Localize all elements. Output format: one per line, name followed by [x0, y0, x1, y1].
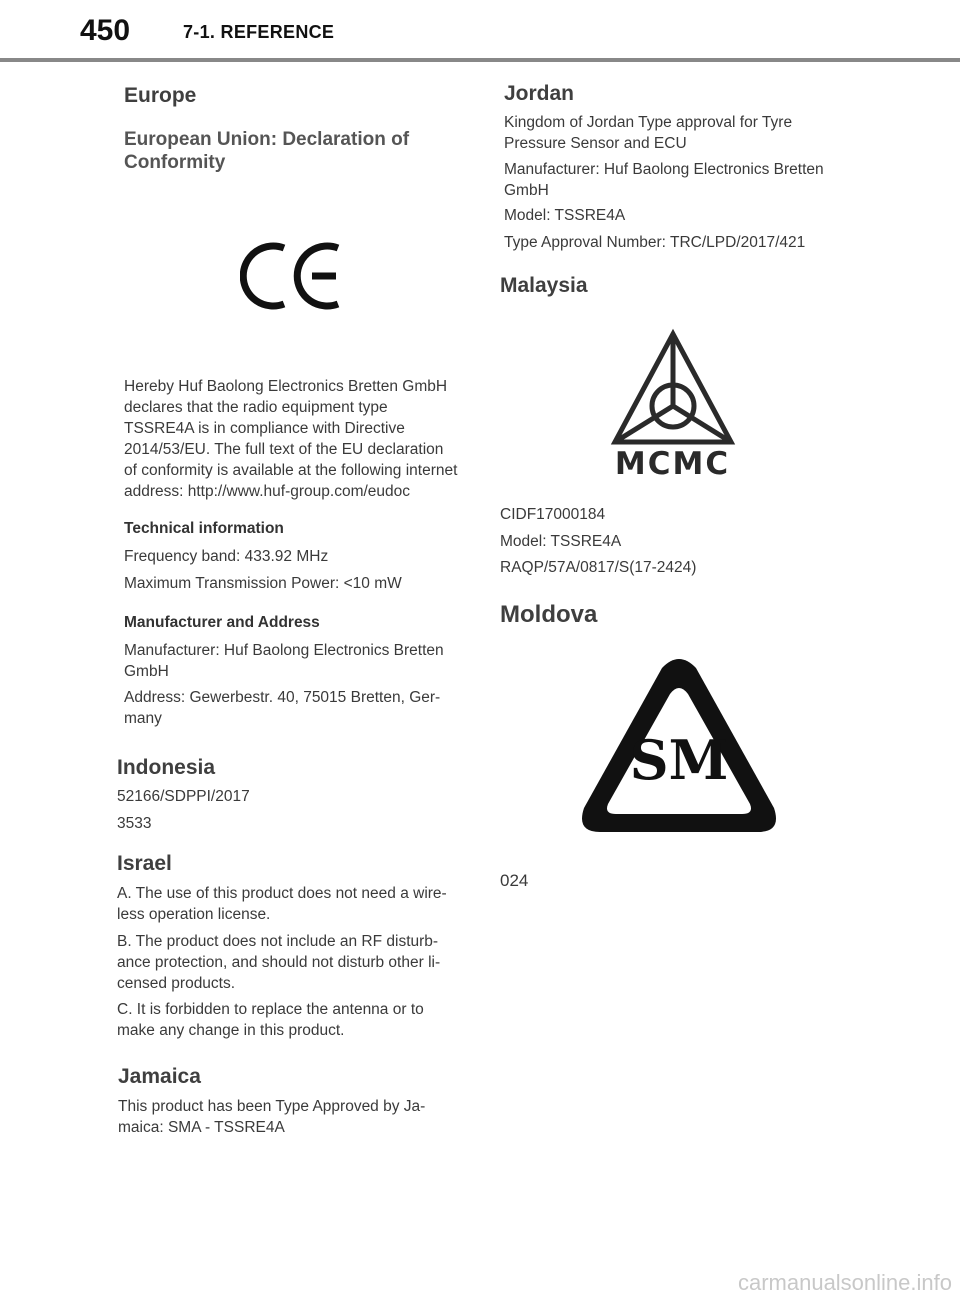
heading-israel: Israel: [117, 852, 172, 875]
eu-address-line: Address: Gewerbestr. 40, 75015 Bretten, Ger-: [124, 689, 441, 706]
section-title: 7-1. REFERENCE: [183, 22, 335, 42]
frequency-band: Frequency band: 433.92 MHz: [124, 548, 329, 565]
eu-address: [124, 687, 440, 729]
eu-manufacturer: [124, 640, 444, 682]
israel-statement-line: make any change in this product.: [117, 1022, 345, 1039]
heading-jordan: Jordan: [504, 82, 575, 105]
jamaica-statement-line: maica: SMA - TSSRE4A: [118, 1119, 285, 1136]
malaysia-model: Model: TSSRE4A: [500, 533, 622, 550]
jordan-approval-line: Kingdom of Jordan Type approval for Tyre: [504, 114, 793, 131]
eu-declaration-line: of conformity is available at the following internet: [124, 462, 458, 479]
jordan-model: Model: TSSRE4A: [504, 207, 626, 224]
eu-declaration-line: 2014/53/EU. The full text of the EU declaration: [124, 441, 444, 458]
israel-statement-a: [117, 883, 467, 925]
label-manufacturer-address: Manufacturer and Address: [124, 614, 320, 631]
max-transmission-power: Maximum Transmission Power: <10 mW: [124, 575, 402, 592]
jordan-approval-line: Pressure Sensor and ECU: [504, 135, 687, 152]
israel-statement-line: A. The use of this product does not need a wire-: [117, 885, 447, 902]
page-number: 450: [80, 14, 131, 47]
israel-statement-line: ance protection, and should not disturb other li-: [117, 954, 441, 971]
malaysia-raqp-number: RAQP/57A/0817/S(17-2424): [500, 559, 697, 576]
heading-jamaica: Jamaica: [118, 1065, 201, 1088]
indonesia-plg-id: 3533: [117, 815, 152, 832]
jamaica-statement: [118, 1096, 468, 1138]
israel-statement-b: [117, 931, 467, 994]
moldova-sm-logo: [574, 654, 784, 836]
label-technical-information: Technical information: [124, 520, 284, 537]
israel-statement-line: less operation license.: [117, 906, 271, 923]
eu-address-line: many: [124, 710, 162, 727]
israel-statement-c: [117, 999, 467, 1041]
heading-europe: Europe: [124, 84, 197, 107]
eu-declaration-line: TSSRE4A is in compliance with Directive: [124, 420, 405, 437]
watermark: carmanualsonline.info: [737, 1270, 952, 1295]
heading-eu-declaration-line1: European Union: Declaration of: [124, 129, 410, 150]
jordan-type-approval-number: Type Approval Number: TRC/LPD/2017/421: [504, 234, 806, 251]
heading-eu-declaration-line2: Conformity: [124, 152, 226, 173]
mcmc-logo-lettering: MCMC: [614, 446, 731, 482]
eu-manufacturer-line: GmbH: [124, 663, 169, 680]
israel-statement-line: C. It is forbidden to replace the antenna or to: [117, 1001, 424, 1018]
jamaica-statement-line: This product has been Type Approved by Ja-: [118, 1098, 426, 1115]
header-divider: [0, 58, 960, 62]
moldova-code: 024: [500, 871, 529, 890]
eu-manufacturer-line: Manufacturer: Huf Baolong Electronics Bretten: [124, 642, 444, 659]
israel-statement-line: censed products.: [117, 975, 236, 992]
moldova-sm-lettering: SM: [629, 728, 729, 792]
malaysia-cidf-number: CIDF17000184: [500, 506, 606, 523]
mcmc-logo: [585, 328, 760, 482]
jordan-manufacturer-line: GmbH: [504, 182, 549, 199]
jordan-manufacturer: [504, 159, 854, 201]
jordan-manufacturer-line: Manufacturer: Huf Baolong Electronics Bretten: [504, 161, 824, 178]
heading-eu-declaration: [124, 128, 409, 174]
ce-mark-logo: [240, 236, 344, 316]
heading-indonesia: Indonesia: [117, 756, 216, 779]
eu-declaration-line: Hereby Huf Baolong Electronics Bretten GmbH: [124, 378, 448, 395]
eu-declaration-text: [124, 376, 469, 502]
heading-malaysia: Malaysia: [500, 274, 588, 297]
indonesia-certificate-number: 52166/SDPPI/2017: [117, 788, 250, 805]
eu-declaration-line: declares that the radio equipment type: [124, 399, 388, 416]
jordan-approval-statement: [504, 112, 854, 154]
heading-moldova: Moldova: [500, 601, 598, 628]
eu-declaration-line: address: http://www.huf-group.com/eudoc: [124, 483, 411, 500]
israel-statement-line: B. The product does not include an RF disturb-: [117, 933, 439, 950]
